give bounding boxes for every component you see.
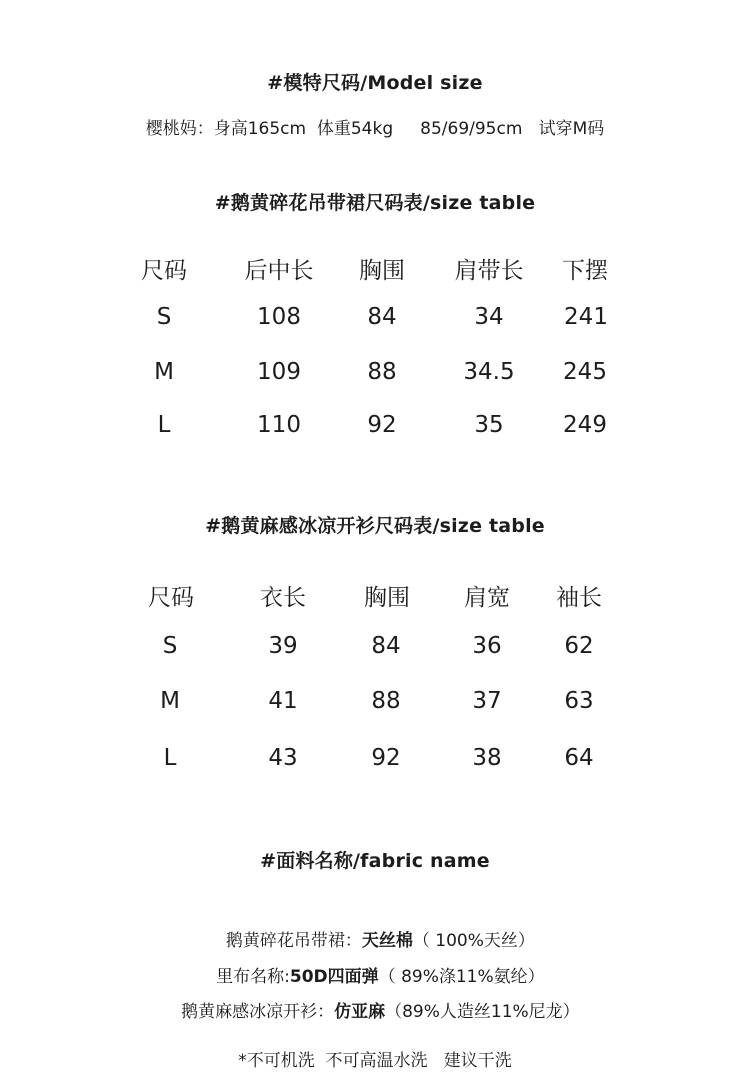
table-cell: 108 bbox=[257, 304, 301, 330]
table-cell: 37 bbox=[472, 688, 502, 714]
table-cell: 34.5 bbox=[463, 359, 515, 385]
table-header: 后中长 bbox=[244, 258, 314, 284]
table-cell: 38 bbox=[472, 745, 502, 771]
table-header: 肩宽 bbox=[464, 585, 510, 611]
table-cell: 43 bbox=[268, 745, 298, 771]
table-header: 下摆 bbox=[562, 258, 608, 284]
fabric-material: 仿亚麻 bbox=[334, 1002, 386, 1022]
fabric-material: 50D四面弹 bbox=[289, 967, 379, 987]
table-cell: 39 bbox=[268, 633, 298, 659]
table-cell: 110 bbox=[257, 412, 301, 438]
table-cell: 109 bbox=[257, 359, 301, 385]
table-cell: 92 bbox=[371, 745, 401, 771]
table-cell: 241 bbox=[564, 304, 608, 330]
table-cell: M bbox=[160, 688, 180, 714]
dress-size-table-heading: #鹅黄碎花吊带裙尺码表/size table bbox=[214, 192, 536, 214]
table-cell: 245 bbox=[563, 359, 607, 385]
table-cell: 64 bbox=[564, 745, 594, 771]
table-header: 尺码 bbox=[141, 258, 187, 284]
model-size-heading: #模特尺码/Model size bbox=[267, 72, 483, 94]
table-cell: L bbox=[157, 412, 171, 438]
table-cell: 41 bbox=[268, 688, 298, 714]
table-cell: S bbox=[156, 304, 172, 330]
table-cell: L bbox=[163, 745, 177, 771]
fabric-line-prefix: 鹅黄碎花吊带裙： bbox=[225, 931, 362, 951]
table-cell: S bbox=[162, 633, 178, 659]
table-header: 袖长 bbox=[556, 585, 602, 611]
table-cell: 84 bbox=[371, 633, 401, 659]
fabric-line-cardigan bbox=[0, 977, 750, 1022]
table-cell: 35 bbox=[474, 412, 504, 438]
table-cell: 88 bbox=[367, 359, 397, 385]
table-cell: 63 bbox=[564, 688, 594, 714]
fabric-heading: #面料名称/fabric name bbox=[260, 850, 490, 872]
table-cell: M bbox=[154, 359, 174, 385]
table-cell: 36 bbox=[472, 633, 502, 659]
table-header: 肩带长 bbox=[454, 258, 524, 284]
fabric-line-prefix: 里布名称: bbox=[216, 967, 290, 987]
fabric-composition: （ 100%天丝） bbox=[412, 931, 535, 951]
fabric-line-prefix: 鹅黄麻感冰凉开衫： bbox=[181, 1002, 335, 1022]
table-cell: 88 bbox=[371, 688, 401, 714]
fabric-material: 天丝棉 bbox=[361, 931, 413, 951]
table-header: 胸围 bbox=[359, 258, 405, 284]
table-header: 胸围 bbox=[364, 585, 410, 611]
table-cell: 249 bbox=[563, 412, 607, 438]
model-info: 樱桃妈：身高165cm 体重54kg 85/69/95cm 试穿M码 bbox=[145, 119, 605, 139]
fabric-composition: （89%人造丝11%尼龙） bbox=[385, 1002, 580, 1022]
table-cell: 62 bbox=[564, 633, 594, 659]
cardigan-size-table-heading: #鹅黄麻感冰凉开衫尺码表/size table bbox=[205, 515, 545, 537]
table-cell: 92 bbox=[367, 412, 397, 438]
care-instructions: *不可机洗 不可高温水洗 建议干洗 bbox=[238, 1051, 512, 1071]
table-cell: 84 bbox=[367, 304, 397, 330]
table-cell: 34 bbox=[474, 304, 504, 330]
table-header: 尺码 bbox=[148, 585, 194, 611]
table-header: 衣长 bbox=[260, 585, 306, 611]
fabric-composition: （ 89%涤11%氨纶） bbox=[378, 967, 545, 987]
